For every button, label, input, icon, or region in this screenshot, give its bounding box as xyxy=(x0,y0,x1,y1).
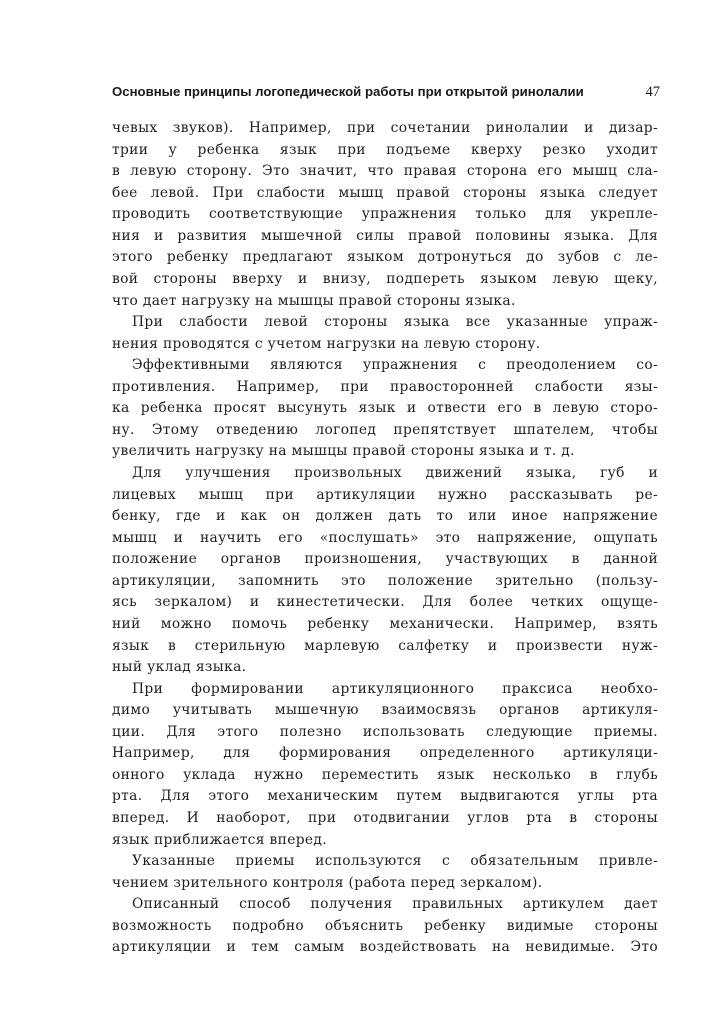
text-line: проводить соответствующие упражнения только для укрепле- xyxy=(112,206,658,223)
text-line: положение органов произношения, участвующих в данной xyxy=(112,551,658,568)
text-line: ну. Этому отведению логопед препятствует шпателем, чтобы xyxy=(112,421,658,438)
text-line: При слабости левой стороны языка все указанные упраж- xyxy=(132,314,658,331)
page-number: 47 xyxy=(645,84,660,100)
text-line: этого ребенку предлагают языком дотронуться до зубов с ле- xyxy=(112,249,658,266)
text-line: ции. Для этого полезно использовать следующие приемы. xyxy=(112,723,658,740)
text-line: артикуляции, запомнить это положение зрительно (пользу- xyxy=(112,572,658,589)
text-line: Эффективными являются упражнения с преодолением со- xyxy=(132,357,658,374)
body-text xyxy=(112,118,658,959)
text-line: ясь зеркалом) и кинестетически. Для более четких ощуще- xyxy=(112,594,658,611)
text-line: ка ребенка просят высунуть язык и отвести его в левую сторо- xyxy=(112,400,658,417)
text-line: рта. Для этого механическим путем выдвигаются углы рта xyxy=(112,788,658,805)
text-line: лицевых мышц при артикуляции нужно рассказывать ре- xyxy=(112,486,658,503)
text-line: бее левой. При слабости мышц правой стороны языка следует xyxy=(112,184,658,201)
text-line: ный уклад языка. xyxy=(112,659,247,676)
text-line: мышц и научить его «послушать» это напряжение, ощупать xyxy=(112,529,658,546)
text-line: язык в стерильную марлевую салфетку и произвести нуж- xyxy=(112,637,658,654)
text-line: увеличить нагрузку на мышцы правой стороны языка и т. д. xyxy=(112,443,575,460)
text-line: чевых звуков). Например, при сочетании ринолалии и дизар- xyxy=(112,120,658,136)
text-line: ний можно помочь ребенку механически. Например, взять xyxy=(112,615,658,632)
text-line: что дает нагрузку на мышцы правой стороны языка. xyxy=(112,292,516,309)
text-line: трии у ребенка язык при подъеме кверху резко уходит xyxy=(112,141,658,158)
text-line: вперед. И наоборот, при отодвигании углов рта в стороны xyxy=(112,810,658,826)
text-line: в левую сторону. Это значит, что правая сторона его мышц сла- xyxy=(112,163,658,180)
text-line: противления. Например, при правосторонней слабости язы- xyxy=(112,378,658,395)
text-line: Например, для формирования определенного артикуляци- xyxy=(112,745,658,762)
text-line: ния и развития мышечной силы правой половины языка. Для xyxy=(112,227,658,244)
text-line: При формировании артикуляционного праксиса необхо- xyxy=(132,680,658,697)
text-line: димо учитывать мышечную взаимосвязь органов артикуля- xyxy=(112,702,658,719)
text-line: Указанные приемы используются с обязательным привле- xyxy=(132,853,658,870)
running-title: Основные принципы логопедической работы при открытой ринолалии xyxy=(112,84,584,99)
text-line: бенку, где и как он должен дать то или иное напряжение xyxy=(112,508,658,525)
running-header xyxy=(112,82,660,102)
text-line: вой стороны вверху и внизу, подпереть языком левую щеку, xyxy=(112,270,658,287)
text-line: артикуляции и тем самым воздействовать на невидимые. Это xyxy=(112,939,658,956)
text-line: возможность подробно объяснить ребенку видимые стороны xyxy=(112,917,658,934)
text-line: онного уклада нужно переместить язык несколько в глубь xyxy=(112,766,658,783)
text-line: Для улучшения произвольных движений языка, губ и xyxy=(132,465,658,481)
text-line: Описанный способ получения правильных артикулем дает xyxy=(132,896,658,913)
text-line: чением зрительного контроля (работа перед зеркалом). xyxy=(112,874,543,891)
text-line: язык приближается вперед. xyxy=(112,831,327,848)
text-line: нения проводятся с учетом нагрузки на левую сторону. xyxy=(112,335,541,352)
